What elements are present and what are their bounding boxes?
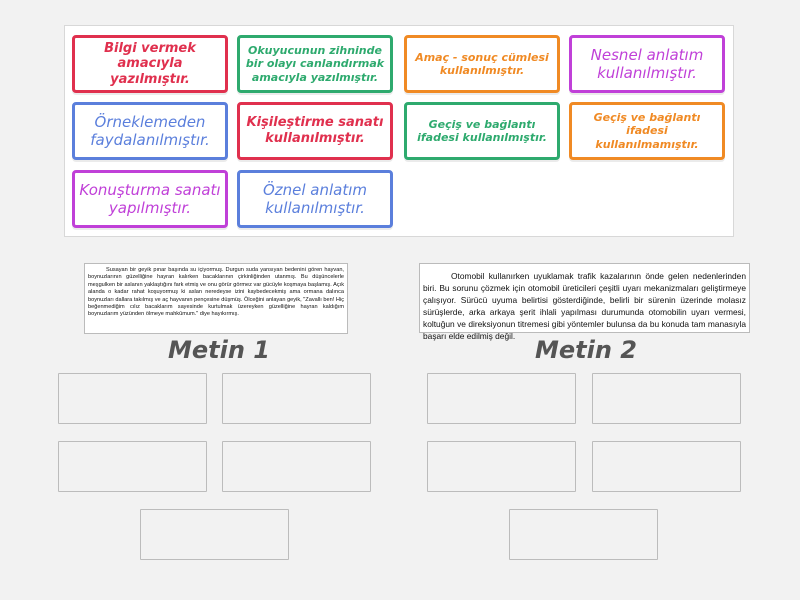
metin1-drop-slot[interactable]: [222, 373, 371, 424]
metin2-drop-slot[interactable]: [592, 441, 741, 492]
metin2-drop-slot[interactable]: [592, 373, 741, 424]
metin2-drop-slot[interactable]: [509, 509, 658, 560]
metin1-label: Metin 1: [168, 336, 270, 364]
card-gecis-baglanti[interactable]: Geçiş ve bağlantı ifadesi kullanılmıştır.: [404, 102, 560, 160]
card-gecis-baglanti-degil[interactable]: Geçiş ve bağlantı ifadesi kullanılmamıştır.: [569, 102, 725, 160]
metin2-drop-slot[interactable]: [427, 373, 576, 424]
card-okuyucunun-zihninde[interactable]: Okuyucunun zihninde bir olayı canlandırmak amacıyla yazılmıştır.: [237, 35, 393, 93]
card-amac-sonuc[interactable]: Amaç - sonuç cümlesi kullanılmıştır.: [404, 35, 560, 93]
card-nesnel-anlatim[interactable]: Nesnel anlatım kullanılmıştır.: [569, 35, 725, 93]
card-bilgi-vermek[interactable]: Bilgi vermek amacıyla yazılmıştır.: [72, 35, 228, 93]
card-orneklemeden[interactable]: Örneklemeden faydalanılmıştır.: [72, 102, 228, 160]
card-konusturma[interactable]: Konuşturma sanatı yapılmıştır.: [72, 170, 228, 228]
card-oznel-anlatim[interactable]: Öznel anlatım kullanılmıştır.: [237, 170, 393, 228]
metin1-drop-slot[interactable]: [58, 441, 207, 492]
metin1-passage: Susayan bir geyik pınar başında su içiyormuş. Durgun suda yansıyan bedenini gören hayvan, boynuzlarının güzelliğine hayran kalırken bacaklarının çirkinliğinden utanmış. Bu düşüncelerle meşgulken bir aslanın yaklaştığını fark etmiş ve onu görür görmez var gücüyle koşmaya başlamış. Açık alanda o kadar rahat koşuyormuş ki aslan neredeyse izini kaybedecekmiş ama ormana dalınca boynuzları dallara takılmış ve aç hayvanın pençesine düşmüş. Ölceğini anlayan geyik, "Zavallı ben! Hiç beğenmediğim cılız bacaklarım sayesinde kurtulmak üzereyken güzelliğine hayran kaldığım boynuzlarım yüzünden ölmeye mahkûmum." diye hayıkırmış.: [84, 263, 348, 334]
metin2-drop-slot[interactable]: [427, 441, 576, 492]
card-kisilestirme[interactable]: Kişileştirme sanatı kullanılmıştır.: [237, 102, 393, 160]
metin1-drop-slot[interactable]: [222, 441, 371, 492]
metin1-drop-slot[interactable]: [140, 509, 289, 560]
metin2-label: Metin 2: [535, 336, 637, 364]
metin2-passage: Otomobil kullanırken uyuklamak trafik kazalarının önde gelen nedenlerinden biri. Bu sorunu çözmek için otomobil üreticileri çeşitli uyarı mekanizmaları geliştirmeye çalışıyor. Sürücü uyuma belirtisi gösterdiğinde, belirli bir sürenin üzerinde molasız sürüşlerde, arka arkaya şerit ihlali yapılması durumunda otomobilin uyarı vermesi, koltuğun ve direksiyonun titremesi gibi yöntemler bulunsa da bu konuda tam manasıyla başarı elde edilmiş değil.: [419, 263, 750, 333]
metin1-drop-slot[interactable]: [58, 373, 207, 424]
